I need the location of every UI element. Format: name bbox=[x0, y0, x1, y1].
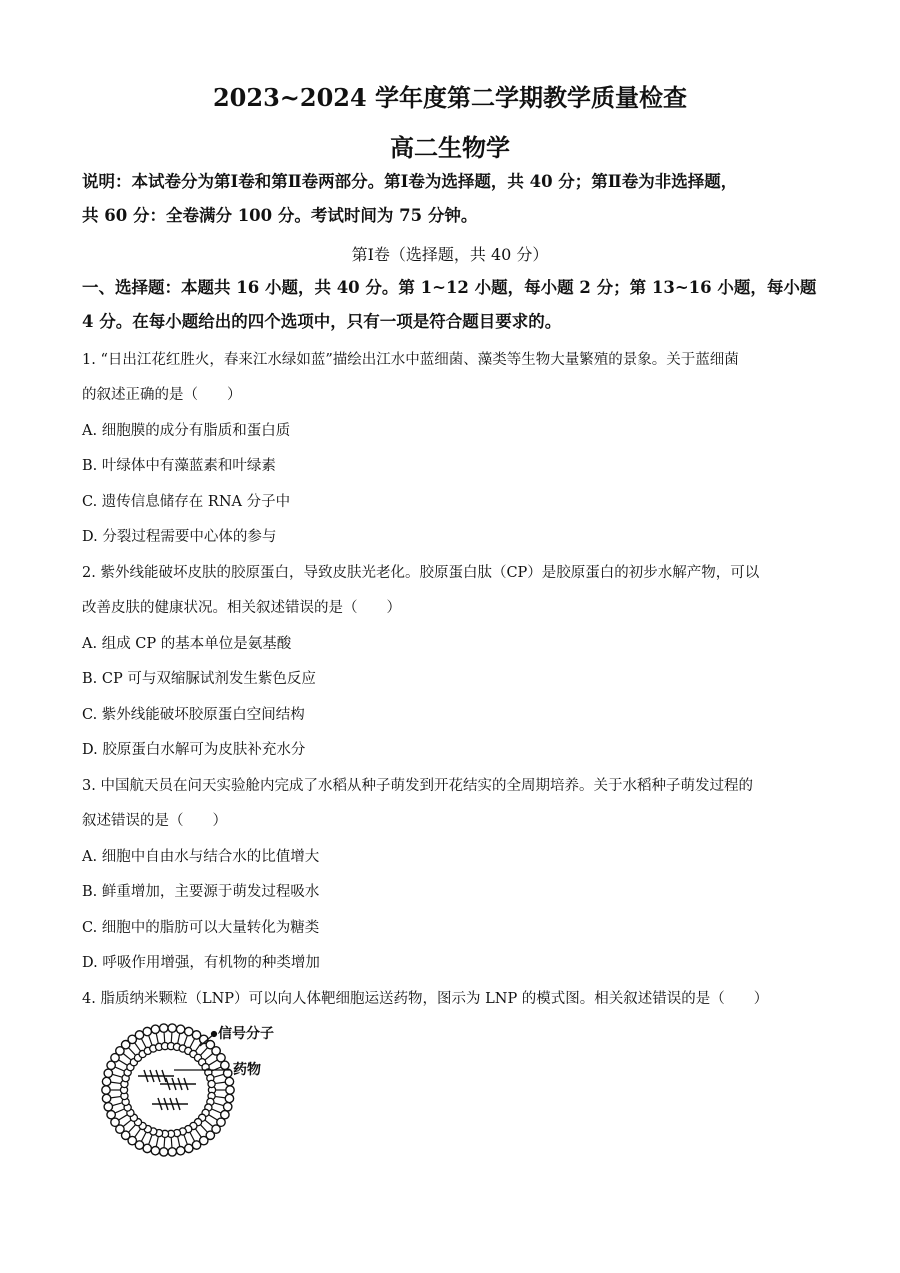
lipid-tail bbox=[184, 1135, 187, 1144]
lipid-tail bbox=[128, 1125, 135, 1132]
lipid-head bbox=[225, 1094, 233, 1102]
lipid-tail bbox=[111, 1097, 121, 1098]
lipid-tail bbox=[190, 1133, 195, 1142]
lipid-tail bbox=[135, 1129, 141, 1137]
lipid-tail bbox=[118, 1060, 127, 1065]
lipid-head bbox=[143, 1027, 151, 1035]
lipid-tail bbox=[216, 1082, 226, 1083]
q4-stem-line-1: 4. 脂质纳米颗粒（LNP）可以向人体靶细胞运送药物，图示为 LNP 的模式图。相关叙述错误的是（ ） bbox=[82, 991, 769, 1007]
lipid-tail bbox=[171, 1032, 172, 1042]
lnp-diagram bbox=[78, 1018, 278, 1158]
lipid-tail bbox=[123, 1120, 131, 1126]
q2-stem-line-1: 2. 紫外线能破坏皮肤的胶原蛋白，导致皮肤光老化。胶原蛋白肽（CP）是胶原蛋白的初步水解产物，可以 bbox=[82, 565, 760, 581]
lipid-tail bbox=[209, 1060, 218, 1065]
lipid-tail bbox=[149, 1035, 152, 1044]
lipid-head bbox=[224, 1103, 232, 1111]
q1-option-d: D. 分裂过程需要中心体的参与 bbox=[82, 529, 277, 545]
lipid-tail bbox=[190, 1039, 195, 1048]
lipid-tail bbox=[111, 1082, 121, 1083]
lipid-tail bbox=[171, 1138, 172, 1148]
exam-subject: 高二生物学 bbox=[390, 133, 510, 162]
lipid-tail bbox=[149, 1135, 152, 1144]
lipid-head bbox=[160, 1148, 168, 1156]
lipid-tail bbox=[112, 1103, 122, 1106]
lipid-tail bbox=[164, 1032, 165, 1042]
lipid-head bbox=[160, 1024, 168, 1032]
q2-option-b: B. CP 可与双缩脲试剂发生紫色反应 bbox=[82, 671, 316, 687]
lipid-head bbox=[104, 1103, 112, 1111]
lipid-head bbox=[176, 1025, 184, 1033]
lipid-tail bbox=[178, 1137, 180, 1147]
lipid-head bbox=[104, 1069, 112, 1077]
section-heading: 第Ⅰ卷（选择题，共 40 分） bbox=[351, 245, 549, 264]
instructions-line-1: 说明：本试卷分为第Ⅰ卷和第Ⅱ卷两部分。第Ⅰ卷为选择题，共 40 分；第Ⅱ卷为非选择题， bbox=[82, 172, 738, 191]
lipid-tail bbox=[205, 1053, 213, 1059]
lipid-tail bbox=[123, 1053, 131, 1059]
lipid-head bbox=[221, 1061, 229, 1069]
lipid-tail bbox=[214, 1103, 224, 1106]
lipid-head bbox=[226, 1086, 234, 1094]
lipid-tail bbox=[216, 1097, 226, 1098]
lipid-head bbox=[102, 1077, 110, 1085]
lipid-head bbox=[168, 1148, 176, 1156]
lipid-tail bbox=[214, 1074, 224, 1077]
lipid-tail bbox=[201, 1125, 208, 1132]
lipid-tail bbox=[112, 1074, 122, 1077]
q3-option-b: B. 鲜重增加，主要源于萌发过程吸水 bbox=[82, 884, 320, 900]
q1-option-c: C. 遗传信息储存在 RNA 分子中 bbox=[82, 494, 291, 510]
q3-stem-line-2: 叙述错误的是（ ） bbox=[82, 813, 227, 829]
lipid-tail bbox=[135, 1043, 141, 1051]
lipid-tail bbox=[184, 1035, 187, 1044]
q2-stem-line-2: 改善皮肤的健康状况。相关叙述错误的是（ ） bbox=[82, 600, 401, 616]
drug-label: 药物 bbox=[233, 1061, 261, 1077]
lipid-head bbox=[151, 1025, 159, 1033]
section-intro-line-2: 4 分。在每小题给出的四个选项中，只有一项是符合题目要求的。 bbox=[82, 312, 562, 331]
signal-molecule-label: 信号分子 bbox=[218, 1025, 274, 1041]
lipid-tail bbox=[115, 1067, 124, 1071]
q2-option-c: C. 紫外线能破坏胶原蛋白空间结构 bbox=[82, 707, 305, 723]
lipid-tail bbox=[212, 1109, 221, 1113]
q1-stem-line-2: 的叙述正确的是（ ） bbox=[82, 387, 242, 403]
lipid-head bbox=[185, 1144, 193, 1152]
q3-option-d: D. 呼吸作用增强，有机物的种类增加 bbox=[82, 955, 320, 971]
lipid-tail bbox=[201, 1048, 208, 1055]
lipid-head bbox=[151, 1147, 159, 1155]
lipid-bilayer bbox=[102, 1024, 234, 1156]
lipid-head bbox=[168, 1024, 176, 1032]
q1-option-a: A. 细胞膜的成分有脂质和蛋白质 bbox=[82, 423, 291, 439]
lipid-head bbox=[208, 1080, 215, 1087]
lipid-tail bbox=[205, 1120, 213, 1126]
q1-option-b: B. 叶绿体中有藻蓝素和叶绿素 bbox=[82, 458, 276, 474]
lipid-tail bbox=[178, 1033, 180, 1043]
exam-title: 2023~2024 学年度第二学期教学质量检查 bbox=[212, 83, 688, 112]
instructions-line-2: 共 60 分：全卷满分 100 分。考试时间为 75 分钟。 bbox=[82, 206, 478, 225]
q2-option-d: D. 胶原蛋白水解可为皮肤补充水分 bbox=[82, 742, 306, 758]
q2-option-a: A. 组成 CP 的基本单位是氨基酸 bbox=[82, 636, 292, 652]
q3-stem-line-1: 3. 中国航天员在问天实验舱内完成了水稻从种子萌发到开花结实的全周期培养。关于水稻种子萌发过程的 bbox=[82, 778, 753, 794]
lipid-tail bbox=[209, 1115, 218, 1120]
lipid-tail bbox=[118, 1115, 127, 1120]
lipid-tail bbox=[164, 1138, 165, 1148]
lipid-head bbox=[102, 1094, 110, 1102]
lipid-tail bbox=[156, 1137, 158, 1147]
lipid-head bbox=[102, 1086, 110, 1094]
q3-option-a: A. 细胞中自由水与结合水的比值增大 bbox=[82, 849, 320, 865]
section-intro-line-1: 一、选择题：本题共 16 小题，共 40 分。第 1~12 小题，每小题 2 分；第 13~16 小题，每小题 bbox=[82, 278, 817, 297]
lipid-head bbox=[176, 1147, 184, 1155]
lipid-tail bbox=[141, 1133, 146, 1142]
lipid-head bbox=[107, 1111, 115, 1119]
q1-stem-line-1: 1. “日出江花红胜火，春来江水绿如蓝”描绘出江水中蓝细菌、藻类等生物大量繁殖的景象。关于蓝细菌 bbox=[82, 352, 739, 368]
lipid-tail bbox=[196, 1043, 202, 1051]
drug-molecules bbox=[138, 1070, 196, 1110]
lipid-tail bbox=[115, 1109, 124, 1113]
q3-option-c: C. 细胞中的脂肪可以大量转化为糖类 bbox=[82, 920, 320, 936]
lipid-tail bbox=[196, 1129, 202, 1137]
lipid-head bbox=[225, 1077, 233, 1085]
lipid-tail bbox=[128, 1048, 135, 1055]
lipid-tail bbox=[141, 1039, 146, 1048]
lipid-tail bbox=[156, 1033, 158, 1043]
